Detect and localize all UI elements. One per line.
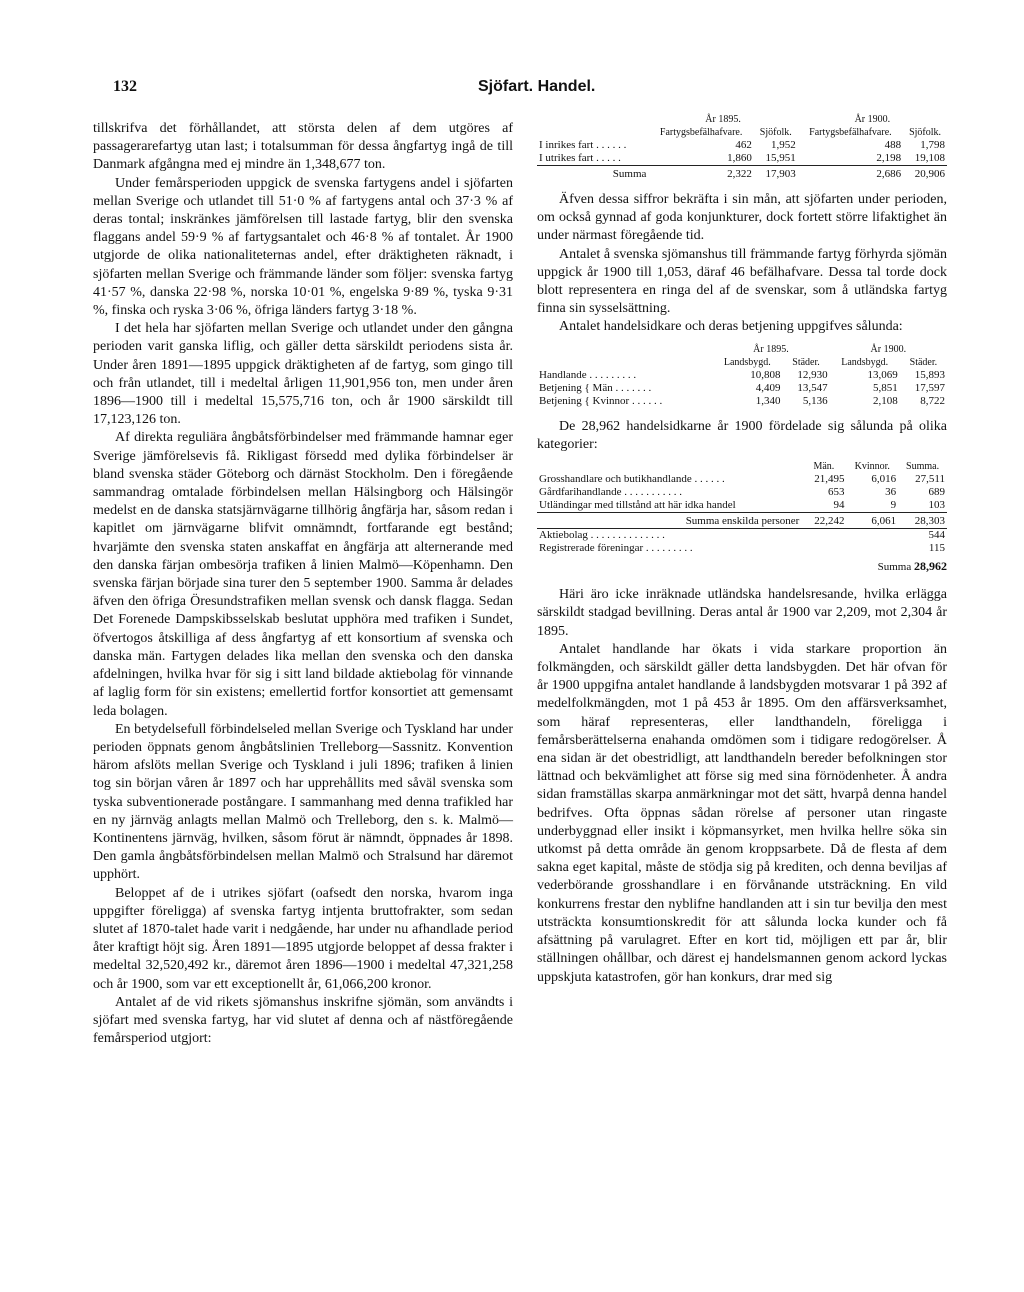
table-sum-row: Summa enskilda personer 22,242 6,061 28,303 — [537, 513, 947, 529]
right-column — [537, 107, 947, 987]
column-header: Fartygsbefälhafvare. — [809, 127, 892, 138]
paragraph: I det hela har sjöfarten mellan Sverige och utlandet under den gångna perioden varit ganska liflig, och gäller detta särskildt periodens sista år. Under åren 1891—1895 uppgick dräktigheten af de fartyg, som gingo till och från utlandet, till i medeltal årligen 11,901,956 ton, men under åren 1896—1900 till i medeltal 15,575,716 ton, och år 1900 särskildt till 17,123,126 ton. — [93, 321, 513, 428]
traders-table — [537, 343, 947, 408]
paragraph: Antalet handlande har ökats i vida starkare proportion än folkmängden, och särskildt gäller detta landsbygden. Det här ofvan för år 1900 uppgifna antalet handlande å landsbygden motsvarar 1 på 392 af medelfolkmängden, mot 1 på 453 år 1895. Om den affärsverksamhet, som häraf representeras, eller landthandeln, föreligga i femårsberättelserna enahanda omdömen som i tidigare redogörelser. Å ena sidan är det obestridligt, att landthandeln bereder befolkningen stor lättnad och bekvämlighet att förse sig med sina förnödenheter. Å andra sidan framställas skarpa anmärkningar mot det sätt, hvarpå denna handel bedrifves. Ofta öppnas sådan rörelse af personer utan ringaste underbyggnad eller insikt i köpmansyrket, men hvilka hellre söka sin utkomst på detta område än genom kroppsarbete. Då de flesta af dem sakna eget kapital, måste de stödja sig på krediten, och denna beviljas af vederbörande grosshandlare i en förvånande utsträckning. En vild konkurrens frestar den nyblifne handlanden att i sin tur bevilja den mest utsträckta konsumtionskredit för att sålunda locka kunder och få afsättning på varulagret. Efter en kort tid, möjligen ett par år, blir ställningen ohållbar, och därest ej handelsmannen genom ackord lyckas uppskjuta katastrofen, gör han konkurs, drar med sig — [537, 641, 947, 985]
grand-total: Summa 28,962 — [877, 559, 947, 574]
left-column — [93, 120, 513, 1048]
paragraph: tillskrifva det förhållandet, att största delen af dem utgöres af passagerarefartyg utan last; i totalsumman för dessa ångfartyg ingå de till Danmark afgångna med ej mindre än 1,348,677 ton. — [93, 121, 513, 173]
running-title: Sjöfart. Handel. — [478, 78, 596, 95]
categories-table — [537, 460, 947, 576]
table-row: Aktiebolag . . . . . . . . . . . . . . 544 — [539, 529, 945, 542]
paragraph: Äfven dessa siffror bekräfta i sin mån, att sjöfarten under perioden, om också gynnad af goda konjunkturer, dock fortett större lifaktighet än under närmast föregående tid. — [537, 192, 947, 244]
column-header: Landsbygd. — [723, 356, 771, 368]
paragraph: De 28,962 handelsidkarne år 1900 fördelade sig sålunda på olika kategorier: — [537, 418, 947, 452]
paragraph: En betydelsefull förbindelseled mellan Sverige och Tyskland har under perioden öppnats genom ångbåtslinien Trelleborg—Sassnitz. Konvention härom afslöts mellan Sverige och Tyskland i juli 1896; trafiken å linien tog sin början våren år 1897 och har upprehållits med såväl svenska som tyska subventionerade postångare. I sammanhang med denna trafikled har en ny järnväg anlagts mellan Malmö och Trelleborg, den s. k. Malmö—Kontinentens järnväg, hvilken, såsom förut är nämndt, öppnades år 1898. Den gamla ångbåtsförbindelsen mellan Malmö och Stralsund har däremot upphört. — [93, 721, 513, 883]
table-row: Gårdfarihandlande . . . . . . . . . . . 653 36 689 — [539, 486, 945, 499]
year-header: År 1895. — [753, 343, 789, 355]
column-header: Kvinnor. — [854, 461, 890, 473]
year-header: År 1895. — [705, 114, 741, 125]
table-sum-row: Summa 2,322 17,903 2,686 20,906 — [537, 166, 947, 182]
paragraph: Antalet handelsidkare och deras betjening uppgifves sålunda: — [559, 319, 903, 335]
column-header: Städer. — [792, 356, 820, 368]
table-row: Betjening { Kvinnor . . . . . . 1,340 5,136 2,108 8,722 — [539, 394, 945, 407]
column-header: Sjöfolk. — [909, 127, 942, 138]
column-header: Sjöfolk. — [759, 127, 792, 138]
paragraph: Häri äro icke inräknade utländska handelsresande, hvilka erlägga särskildt stadgad bevillning. Deras antal år 1900 var 2,209, mot 2,304 år 1895. — [537, 587, 947, 639]
column-header: Landsbygd. — [841, 356, 889, 368]
seamen-table — [537, 113, 947, 181]
column-header: Städer. — [909, 356, 938, 368]
table-row: I inrikes fart . . . . . . 462 1,952 488 1,798 — [539, 139, 945, 151]
year-header: År 1900. — [854, 114, 891, 125]
page-number: 132 — [113, 78, 137, 95]
page-header — [0, 78, 1024, 102]
column-header: Män. — [813, 461, 835, 473]
paragraph: Antalet af de vid rikets sjömanshus inskrifne sjömän, som användts i sjöfart med svenska fartyg, har vid slutet af denna och af nästföregående femårsperiod utgjort: — [93, 994, 513, 1047]
paragraph: Af direkta reguliära ångbåtsförbindelser med främmande hamnar eger Sverige jämförelsevis få. Rikligast försedd med dylika förbindelser är bland svenska städer Göteborg och därnäst Stockholm. Den i föregående sammandrag omtalade förbindelsen mellan Hälsingborg och Hälsingör medelst en de danska statsjärnvägarne tillhörig ångfärja har, såsom redan i kapitlet om järnvägarne blifvit omnämndt, fortfarande egt bestånd; hvarjämte den svenska staten anskaffat en ångfärja att alternerande med den danska färjan ombesörja trafiken å linien Malmö—Köpenhamn. Den svenska färjan började sina turer den 5 september 1900. Samma år delades äfven den öfriga Öresundstrafiken mellan svensk och dansk flagga. Sedan Det Forenede Dampskibsselskab beslutat upphöra med trafiken i Sundet, öfvertogos åtskilliga af dess ångfartyg af ett konsortium af svenska och danska män. Fartygen delades lika mellan den svenska och den danska afdelningen, hvilka hvar för sig i sitt land bildade aktiebolag för vinnande af laglig form för sin existens; emellertid fortfor konsortiet att gemensamt leda bolagen. — [93, 430, 513, 719]
table-row: I utrikes fart . . . . . 1,860 15,951 2,198 19,108 — [539, 152, 945, 164]
table-row: Utländingar med tillstånd att här idka handel 94 9 103 — [539, 499, 945, 512]
column-header: Fartygsbefälhafvare. — [659, 127, 743, 138]
paragraph: Under femårsperioden uppgick de svenska fartygens andel i sjöfarten mellan Sverige och utlandet till 51·0 % af fartygens antal och 37·3 % af deras tontal; inskränkes jämförelsen till lastade fartyg, blir den svenska flaggans andel 59·9 % af fartygsantalet och 46·8 % af tontalet. År 1900 utgjorde de olika nationaliteternas andel, efter dräktigheten räknadt, i sjöfarten mellan Sverige och främmande länder som följer: svenska fartyg 41·57 %, danska 22·98 %, norska 10·01 %, engelska 9·89 %, tyska 9·31 %, finska och ryska 3·06 %, öfriga länders fartyg 3·18 %. — [93, 175, 513, 319]
paragraph: Antalet å svenska sjömanshus till främmande fartyg förhyrda sjömän uppgick år 1900 till 1,053, däraf 46 befälhafvare. Dessa tal torde dock blott representera en ringa del af de svenskar, som å utländska fartyg finna sin sysselsättning. — [537, 246, 947, 317]
table-row: Registrerade föreningar . . . . . . . . . 115 — [539, 542, 945, 555]
table-row: Betjening { Män . . . . . . . 4,409 13,547 5,851 17,597 — [539, 381, 945, 394]
column-header: Summa. — [906, 461, 940, 473]
table-row: Handlande . . . . . . . . . 10,808 12,930 13,069 15,893 — [539, 368, 945, 381]
year-header: År 1900. — [870, 343, 907, 355]
paragraph: Beloppet af de i utrikes sjöfart (oafsedt den norska, hvarom inga uppgifter föreligga) af svenska fartyg intjenta bruttofrakter, som sedan slutet af 1870-talet hade varit i nedgående, har under nu afhandlade period åter kraftigt höjt sig. Åren 1891—1895 utgjorde beloppet af dessa frakter i medeltal 32,520,492 kr., däremot åren 1896—1900 i medeltal 47,321,258 och år 1900, som var ett exceptionellt år, 61,066,200 kronor. — [93, 885, 513, 992]
table-row: Grosshandlare och butikhandlande . . . . . . 21,495 6,016 27,511 — [539, 473, 945, 486]
